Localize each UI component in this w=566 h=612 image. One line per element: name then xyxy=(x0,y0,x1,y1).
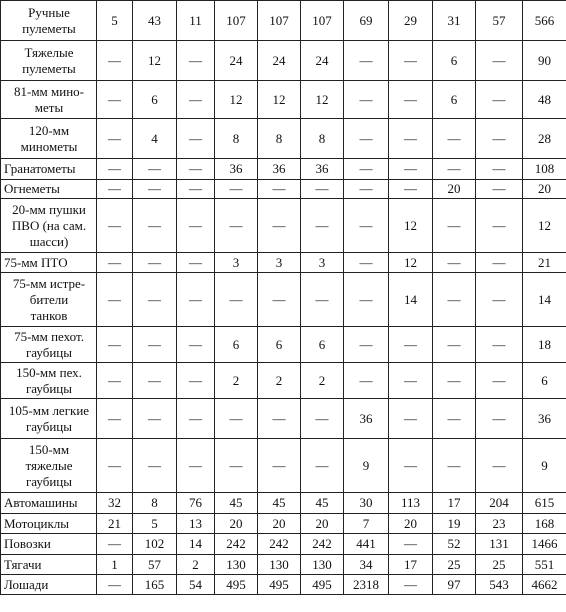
total-cell: 615 xyxy=(523,493,566,514)
value-cell: 2 xyxy=(215,363,258,399)
value-cell: — xyxy=(344,327,389,363)
value-cell: 242 xyxy=(301,534,344,555)
table-row xyxy=(1,399,566,439)
table-row xyxy=(1,575,566,595)
row-label: Тягачи xyxy=(1,555,97,575)
value-cell: — xyxy=(476,180,523,199)
value-cell: 242 xyxy=(215,534,258,555)
total-cell: 48 xyxy=(523,81,566,119)
table-row xyxy=(1,159,566,180)
value-cell: — xyxy=(389,327,433,363)
value-cell: — xyxy=(433,399,476,439)
value-cell: — xyxy=(97,327,133,363)
value-cell: 11 xyxy=(177,1,215,41)
value-cell: — xyxy=(97,575,133,595)
total-cell: 14 xyxy=(523,273,566,327)
value-cell: 130 xyxy=(301,555,344,575)
value-cell: — xyxy=(177,439,215,493)
row-label: Гранатометы xyxy=(1,159,97,180)
value-cell: 130 xyxy=(258,555,301,575)
value-cell: 36 xyxy=(344,399,389,439)
value-cell: 107 xyxy=(258,1,301,41)
value-cell: — xyxy=(97,439,133,493)
value-cell: — xyxy=(433,327,476,363)
value-cell: — xyxy=(97,399,133,439)
value-cell: — xyxy=(389,159,433,180)
total-cell: 90 xyxy=(523,41,566,81)
value-cell: 6 xyxy=(433,41,476,81)
table-row xyxy=(1,273,566,327)
value-cell: — xyxy=(133,327,177,363)
table-row xyxy=(1,493,566,514)
row-label: Повозки xyxy=(1,534,97,555)
value-cell: 13 xyxy=(177,514,215,534)
value-cell: — xyxy=(97,180,133,199)
value-cell: 45 xyxy=(301,493,344,514)
value-cell: — xyxy=(215,199,258,253)
total-cell: 6 xyxy=(523,363,566,399)
table-row xyxy=(1,180,566,199)
value-cell: 20 xyxy=(389,514,433,534)
value-cell: — xyxy=(133,253,177,273)
value-cell: 6 xyxy=(258,327,301,363)
value-cell: — xyxy=(301,273,344,327)
value-cell: — xyxy=(215,439,258,493)
value-cell: — xyxy=(177,399,215,439)
value-cell: — xyxy=(258,399,301,439)
value-cell: — xyxy=(177,180,215,199)
value-cell: 495 xyxy=(258,575,301,595)
value-cell: — xyxy=(177,159,215,180)
value-cell: 45 xyxy=(258,493,301,514)
value-cell: — xyxy=(215,399,258,439)
value-cell: 20 xyxy=(301,514,344,534)
value-cell: 12 xyxy=(133,41,177,81)
value-cell: — xyxy=(389,363,433,399)
total-cell: 551 xyxy=(523,555,566,575)
value-cell: — xyxy=(344,41,389,81)
row-label: Автомашины xyxy=(1,493,97,514)
value-cell: — xyxy=(433,199,476,253)
value-cell: — xyxy=(97,159,133,180)
value-cell: 6 xyxy=(301,327,344,363)
row-label: 75-мм ПТО xyxy=(1,253,97,273)
value-cell: 29 xyxy=(389,1,433,41)
total-cell: 36 xyxy=(523,399,566,439)
value-cell: — xyxy=(476,199,523,253)
value-cell: — xyxy=(133,199,177,253)
row-label: Огнеметы xyxy=(1,180,97,199)
value-cell: — xyxy=(177,363,215,399)
value-cell: 54 xyxy=(177,575,215,595)
row-label: 150-мм пех. гаубицы xyxy=(1,363,97,399)
value-cell: 12 xyxy=(301,81,344,119)
value-cell: 107 xyxy=(215,1,258,41)
table-row xyxy=(1,555,566,575)
value-cell: — xyxy=(344,81,389,119)
value-cell: 2 xyxy=(177,555,215,575)
value-cell: — xyxy=(344,273,389,327)
value-cell: 12 xyxy=(389,199,433,253)
value-cell: — xyxy=(177,199,215,253)
value-cell: 25 xyxy=(476,555,523,575)
value-cell: 24 xyxy=(258,41,301,81)
value-cell: — xyxy=(344,199,389,253)
value-cell: — xyxy=(97,363,133,399)
value-cell: 25 xyxy=(433,555,476,575)
value-cell: — xyxy=(389,399,433,439)
value-cell: 20 xyxy=(258,514,301,534)
value-cell: 5 xyxy=(97,1,133,41)
value-cell: 36 xyxy=(258,159,301,180)
value-cell: 4 xyxy=(133,119,177,159)
value-cell: — xyxy=(177,253,215,273)
table-row xyxy=(1,41,566,81)
value-cell: — xyxy=(433,363,476,399)
value-cell: 5 xyxy=(133,514,177,534)
value-cell: 43 xyxy=(133,1,177,41)
total-cell: 20 xyxy=(523,180,566,199)
value-cell: 45 xyxy=(215,493,258,514)
value-cell: 23 xyxy=(476,514,523,534)
value-cell: 441 xyxy=(344,534,389,555)
value-cell: — xyxy=(389,439,433,493)
value-cell: — xyxy=(133,273,177,327)
total-cell: 566 xyxy=(523,1,566,41)
value-cell: — xyxy=(133,399,177,439)
value-cell: — xyxy=(301,399,344,439)
table-row xyxy=(1,439,566,493)
table-row xyxy=(1,253,566,273)
value-cell: 69 xyxy=(344,1,389,41)
value-cell: 495 xyxy=(301,575,344,595)
value-cell: 113 xyxy=(389,493,433,514)
value-cell: — xyxy=(177,273,215,327)
value-cell: 8 xyxy=(215,119,258,159)
value-cell: 12 xyxy=(389,253,433,273)
value-cell: 204 xyxy=(476,493,523,514)
value-cell: 8 xyxy=(133,493,177,514)
value-cell: — xyxy=(258,199,301,253)
value-cell: — xyxy=(133,439,177,493)
value-cell: — xyxy=(476,119,523,159)
value-cell: — xyxy=(389,180,433,199)
value-cell: 495 xyxy=(215,575,258,595)
value-cell: 12 xyxy=(215,81,258,119)
value-cell: 3 xyxy=(258,253,301,273)
value-cell: — xyxy=(476,253,523,273)
value-cell: — xyxy=(97,199,133,253)
value-cell: 6 xyxy=(215,327,258,363)
value-cell: — xyxy=(344,363,389,399)
value-cell: — xyxy=(97,81,133,119)
value-cell: — xyxy=(215,180,258,199)
table-row xyxy=(1,81,566,119)
value-cell: — xyxy=(433,119,476,159)
table-row xyxy=(1,199,566,253)
value-cell: — xyxy=(97,534,133,555)
row-label: 81-мм мино- меты xyxy=(1,81,97,119)
value-cell: 8 xyxy=(301,119,344,159)
table-row xyxy=(1,119,566,159)
value-cell: — xyxy=(476,399,523,439)
value-cell: — xyxy=(97,119,133,159)
table-row xyxy=(1,1,566,41)
table-row xyxy=(1,534,566,555)
value-cell: — xyxy=(177,81,215,119)
table-row xyxy=(1,327,566,363)
value-cell: 107 xyxy=(301,1,344,41)
value-cell: — xyxy=(433,439,476,493)
value-cell: 2 xyxy=(301,363,344,399)
value-cell: 12 xyxy=(258,81,301,119)
value-cell: — xyxy=(389,119,433,159)
value-cell: — xyxy=(258,180,301,199)
value-cell: — xyxy=(476,273,523,327)
row-label: Тяжелые пулеметы xyxy=(1,41,97,81)
value-cell: — xyxy=(476,159,523,180)
row-label: 120-мм минометы xyxy=(1,119,97,159)
row-label: Лошади xyxy=(1,575,97,595)
value-cell: — xyxy=(177,119,215,159)
value-cell: — xyxy=(344,180,389,199)
row-label: 20-мм пушки ПВО (на сам. шасси) xyxy=(1,199,97,253)
value-cell: — xyxy=(344,253,389,273)
value-cell: — xyxy=(344,119,389,159)
total-cell: 18 xyxy=(523,327,566,363)
value-cell: — xyxy=(476,81,523,119)
total-cell: 28 xyxy=(523,119,566,159)
value-cell: 36 xyxy=(301,159,344,180)
value-cell: 31 xyxy=(433,1,476,41)
value-cell: — xyxy=(389,81,433,119)
value-cell: 14 xyxy=(177,534,215,555)
row-label: 75-мм пехот. гаубицы xyxy=(1,327,97,363)
total-cell: 21 xyxy=(523,253,566,273)
value-cell: — xyxy=(476,439,523,493)
value-cell: — xyxy=(389,534,433,555)
value-cell: — xyxy=(433,253,476,273)
value-cell: — xyxy=(389,575,433,595)
row-label: Ручные пулеметы xyxy=(1,1,97,41)
table-row xyxy=(1,363,566,399)
value-cell: — xyxy=(97,253,133,273)
value-cell: 52 xyxy=(433,534,476,555)
value-cell: — xyxy=(476,363,523,399)
total-cell: 1466 xyxy=(523,534,566,555)
value-cell: 543 xyxy=(476,575,523,595)
total-cell: 9 xyxy=(523,439,566,493)
value-cell: — xyxy=(301,180,344,199)
total-cell: 12 xyxy=(523,199,566,253)
value-cell: 9 xyxy=(344,439,389,493)
value-cell: — xyxy=(133,180,177,199)
row-label: 75-мм истре- бители танков xyxy=(1,273,97,327)
value-cell: 1 xyxy=(97,555,133,575)
value-cell: 20 xyxy=(433,180,476,199)
row-label: Мотоциклы xyxy=(1,514,97,534)
value-cell: 32 xyxy=(97,493,133,514)
value-cell: — xyxy=(476,41,523,81)
total-cell: 108 xyxy=(523,159,566,180)
value-cell: — xyxy=(97,41,133,81)
value-cell: 3 xyxy=(215,253,258,273)
value-cell: 17 xyxy=(389,555,433,575)
value-cell: — xyxy=(258,439,301,493)
value-cell: 76 xyxy=(177,493,215,514)
value-cell: 2318 xyxy=(344,575,389,595)
value-cell: — xyxy=(433,273,476,327)
value-cell: 30 xyxy=(344,493,389,514)
value-cell: 97 xyxy=(433,575,476,595)
value-cell: 21 xyxy=(97,514,133,534)
value-cell: — xyxy=(177,41,215,81)
value-cell: 102 xyxy=(133,534,177,555)
value-cell: 2 xyxy=(258,363,301,399)
value-cell: 6 xyxy=(133,81,177,119)
value-cell: 7 xyxy=(344,514,389,534)
total-cell: 168 xyxy=(523,514,566,534)
value-cell: — xyxy=(301,439,344,493)
value-cell: 24 xyxy=(215,41,258,81)
value-cell: 34 xyxy=(344,555,389,575)
value-cell: 165 xyxy=(133,575,177,595)
value-cell: — xyxy=(301,199,344,253)
value-cell: 131 xyxy=(476,534,523,555)
value-cell: 20 xyxy=(215,514,258,534)
row-label: 150-мм тяжелые гаубицы xyxy=(1,439,97,493)
value-cell: 8 xyxy=(258,119,301,159)
value-cell: — xyxy=(476,327,523,363)
value-cell: — xyxy=(133,363,177,399)
table-row xyxy=(1,514,566,534)
value-cell: 130 xyxy=(215,555,258,575)
value-cell: — xyxy=(389,41,433,81)
row-label: 105-мм легкие гаубицы xyxy=(1,399,97,439)
value-cell: 57 xyxy=(476,1,523,41)
value-cell: 3 xyxy=(301,253,344,273)
value-cell: — xyxy=(215,273,258,327)
total-cell: 4662 xyxy=(523,575,566,595)
value-cell: 6 xyxy=(433,81,476,119)
value-cell: — xyxy=(344,159,389,180)
value-cell: — xyxy=(97,273,133,327)
value-cell: — xyxy=(433,159,476,180)
value-cell: 57 xyxy=(133,555,177,575)
value-cell: 36 xyxy=(215,159,258,180)
value-cell: 19 xyxy=(433,514,476,534)
value-cell: — xyxy=(133,159,177,180)
value-cell: 14 xyxy=(389,273,433,327)
value-cell: — xyxy=(258,273,301,327)
value-cell: 24 xyxy=(301,41,344,81)
value-cell: — xyxy=(177,327,215,363)
value-cell: 242 xyxy=(258,534,301,555)
value-cell: 17 xyxy=(433,493,476,514)
